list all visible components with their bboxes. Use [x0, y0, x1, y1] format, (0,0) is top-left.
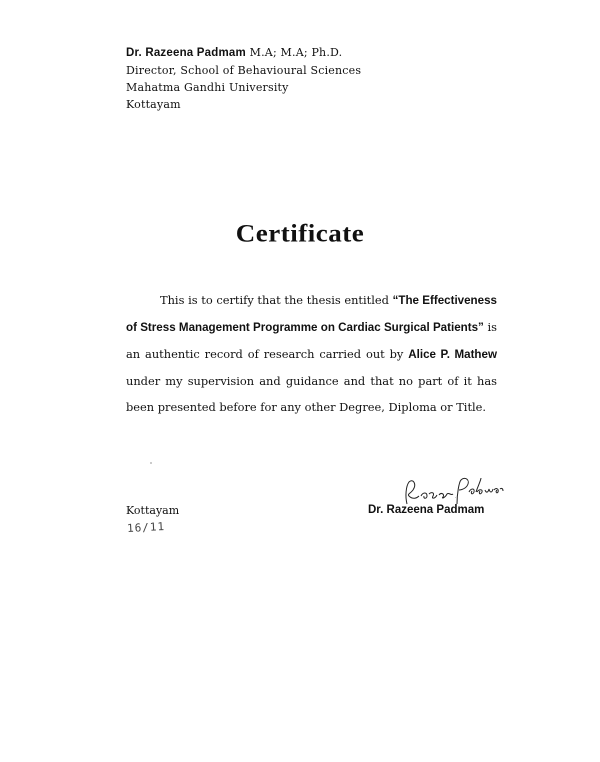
letterhead-qualifications: M.A; M.A; Ph.D. [249, 46, 343, 59]
place-label: Kottayam [126, 504, 180, 517]
handwritten-date: 16/11 [126, 520, 166, 535]
signature-stroke-p [457, 478, 468, 504]
signature-stroke-azeena [421, 493, 453, 499]
letterhead-position: Director, School of Behavioural Sciences [126, 64, 362, 77]
scan-speck [455, 497, 456, 498]
letterhead-name: Dr. Razeena Padmam [126, 47, 246, 59]
signature-stroke-admam [469, 478, 503, 494]
certificate-title: Certificate [235, 219, 365, 247]
signature-stroke-r [406, 481, 419, 504]
body-intro: This is to certify that the thesis entitled [160, 293, 393, 307]
thesis-title: “The Effectiveness of Stress Management Programme on Cardiac Surgical Patients” [126, 294, 497, 334]
certificate-body [126, 287, 497, 420]
letterhead-city: Kottayam [126, 98, 181, 111]
scan-speck [150, 462, 152, 464]
signatory-name: Dr. Razeena Padmam [368, 504, 485, 516]
body-middle: is an authentic record of research carried out by [126, 320, 498, 361]
letterhead-name-line [126, 44, 526, 62]
candidate-name: Alice P. Mathew [408, 348, 497, 361]
letterhead [126, 44, 526, 113]
letterhead-university: Mahatma Gandhi University [126, 81, 289, 94]
body-closing: under my supervision and guidance and that no part of it has been presented before for any other Degree, Diploma or Title. [126, 374, 497, 414]
